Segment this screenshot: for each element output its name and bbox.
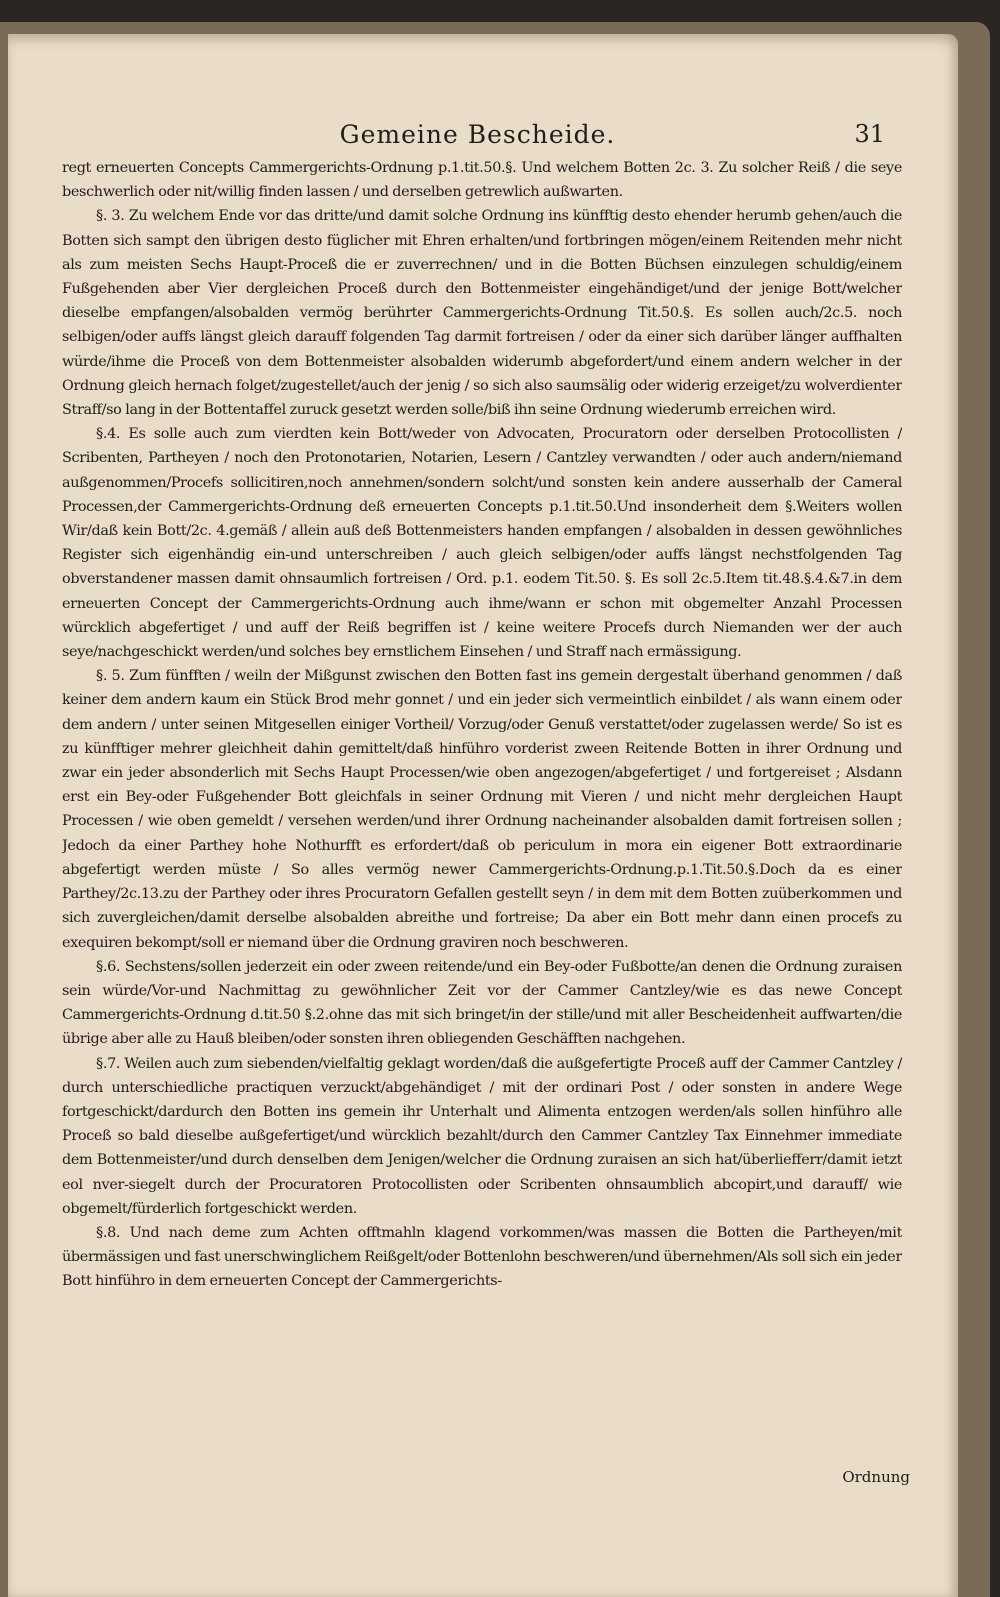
paragraph-section-5: §. 5. Zum fünfften / weiln der Mißgunst zwischen den Botten fast ins gemein dergestalt überhand genommen / daß keiner dem andern kaum ein Stück Brod mehr gonnet / und ein jeder sich vermeintlich einbildet / als wann einem oder dem andern / unter seinen Mitgesellen einiger Vortheil/ Vorzug/oder Genuß verstattet/oder zugelassen werde/ So ist es zu künfftiger mehrer gleichheit dahin gemittelt/daß hinführo vorderist zween Reitende Botten in ihrer Ordnung und zwar ein jeder absonderlich mit Sechs Haupt Processen/wie oben angezogen/abgefertiget / und fortgereiset ; Alsdann erst ein Bey-oder Fußgehender Bott gleichfals in seiner Ordnung mit Vieren / und nicht mehr dergleichen Haupt Processen / wie oben gemeldt / versehen werden/und ihrer Ordnung nacheinander alsobalden damit fortreisen sollen ; Jedoch da einer Parthey hohe Nothurfft es erfordert/daß ob periculum in mora ein eigener Bott extraordinarie abgefertigt werden müste / So alles vermög newer Cammergerichts-Ordnung.p.1.Tit.50.§.Doch da es einer Parthey/2c.13.zu der Parthey oder ihres Procuratorn Gefallen gestellt seyn / in dem mit dem Botten zuüberkommen und sich zuvergleichen/damit derselbe alsobalden abreithe und fortreise; Da aber ein Bott mehr dann einen procefs zu exequiren bekompt/soll er niemand über die Ordnung graviren noch beschweren.: [62, 668, 902, 951]
body-text: [62, 156, 902, 1586]
paragraph-section-7: §.7. Weilen auch zum siebenden/vielfaltig geklagt worden/daß die außgefertigte Proceß auff der Cammer Cantzley / durch unterschiedliche practiquen verzuckt/abgehändiget / mit der ordinari Post / oder sonsten in andere Wege fortgeschickt/dardurch den Botten ins gemein ihr Unterhalt und Alimenta entzogen werden/als sollen hinführo alle Proceß so bald dieselbe außgefertiget/und würcklich bezahlt/durch den Cammer Cantzley Tax Einnehmer immediate dem Bottenmeister/und durch denselben dem Jenigen/welcher die Ordnung zuraisen an sich hat/überliefferr/damit ietzt eol nver-siegelt durch der Procuratoren Protocollisten oder Scribenten ohnsaumblich abcopirt,und darauff/ wie obgemelt/fürderlich fortgeschickt werden.: [62, 1055, 902, 1217]
catchword: Ordnung: [842, 1468, 910, 1486]
page-number: 31: [854, 120, 885, 148]
paragraph-section-8: §.8. Und nach deme zum Achten offtmahln klagend vorkommen/was massen die Botten die Partheyen/mit übermässigen und fast unerschwinglichem Reißgelt/oder Bottenlohn beschweren/und übernehmen/Als soll sich ein jeder Bott hinführo in dem erneuerten Concept der Cammergerichts-: [62, 1224, 902, 1290]
paragraph-section-3: §. 3. Zu welchem Ende vor das dritte/und damit solche Ordnung ins künfftig desto ehender herumb gehen/auch die Botten sich sampt den übrigen desto füglicher mit Ehren erhalten/und fortbringen mögen/einem Reitenden mehr nicht als zum meisten Sechs Haupt-Proceß die er zuverrechnen/ und in die Botten Büchsen einzulegen schuldig/einem Fußgehenden aber Vier dergleichen Proceß durch den Bottenmeister eingehändiget/und der jenige Bott/welcher dieselbe empfangen/alsobalden vermög berührter Cammergerichts-Ordnung Tit.50.§. Es sollen auch/2c.5. noch selbigen/oder auffs längst gleich darauff folgenden Tag darmit fortreisen / oder da einer sich darüber länger auffhalten würde/ihme die Proceß von dem Bottenmeister alsobalden widerumb abgefordert/und einem andern welcher in der Ordnung gleich hernach folget/zugestellet/auch der jenig / so sich also saumsälig oder widerig erzeiget/zu wolverdienter Straff/so lang in der Bottentaffel zuruck gesetzt werden solle/biß ihn seine Ordnung wiederumb erreichen wird.: [62, 208, 902, 419]
paragraph-section-4: §.4. Es solle auch zum vierdten kein Bott/weder von Advocaten, Procuratorn oder derselben Protocollisten / Scribenten, Partheyen / noch den Protonotarien, Notarien, Lesern / Cantzley verwandten / oder auch andern/niemand außgenommen/Procefs sollicitiren,noch annehmen/sondern solcht/und sonsten kein andere ausserhalb der Cameral Processen,der Cammergerichts-Ordnung deß erneuerten Concepts p.1.tit.50.Und insonderheit dem §.Weiters wollen Wir/daß kein Bott/2c. 4.gemäß / allein auß deß Bottenmeisters handen empfangen / alsobalden in dessen gewöhnliches Register sich eigenhändig ein-und unterschreiben / auch gleich selbigen/oder auffs längst nechstfolgenden Tag obverstandener massen damit ohnsaumlich fortreisen / Ord. p.1. eodem Tit.50. §. Es soll 2c.5.Item tit.48.§.4.&7.in dem erneuerten Concept der Cammergerichts-Ordnung auch ihme/wann er schon mit obgemelter Anzahl Processen würcklich abgefertiget / und auff der Reiß begriffen ist / keine weitere Procefs durch Niemanden wer der auch seye/nachgeschickt werden/und solches bey ernstlichem Einsehen / und Straff nach ermässigung.: [62, 426, 902, 661]
running-title: Gemeine Bescheide.: [339, 120, 616, 149]
page-header: [70, 120, 885, 150]
paragraph-continuation: regt erneuerten Concepts Cammergerichts-Ordnung p.1.tit.50.§. Und welchem Botten 2c. 3. Zu solcher Reiß / die seye beschwerlich oder nit/willig finden lassen / und derselben getrewlich außwarten.: [62, 160, 902, 201]
paragraph-section-6: §.6. Sechstens/sollen jederzeit ein oder zween reitende/und ein Bey-oder Fußbotte/an denen die Ordnung zuraisen sein würde/Vor-und Nachmittag zu gewöhnlicher Zeit vor der Cammer Cantzley/wie es das newe Concept Cammergerichts-Ordnung d.tit.50 §.2.ohne das mit sich bringet/in der stille/und mit aller Bescheidenheit auffwarten/die übrige aber alle zu Hauß bleiben/oder sonsten ihren obliegenden Geschäfften nachgehen.: [62, 958, 902, 1048]
